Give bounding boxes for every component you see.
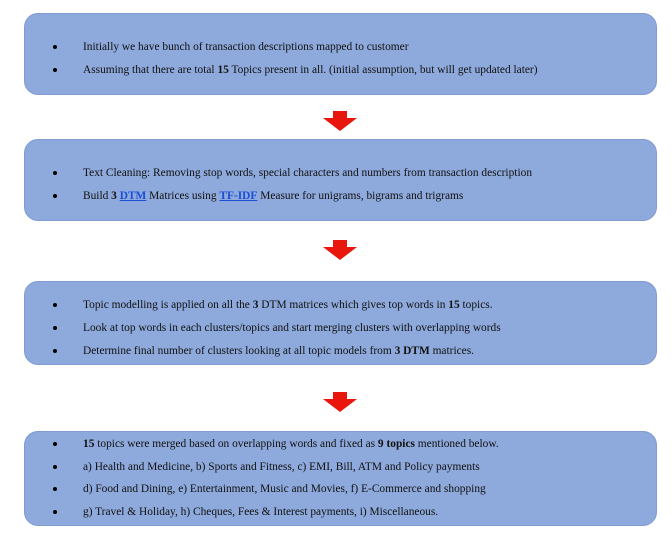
step-box-2	[24, 139, 657, 221]
bullet-text	[83, 503, 438, 521]
term-link[interactable]: TF-IDF	[219, 190, 258, 202]
text-run: matrices.	[429, 345, 474, 357]
text-run: Topic modelling is applied on all the	[83, 299, 253, 311]
bullet-text	[83, 342, 474, 360]
text-run: d) Food and Dining, e) Entertainment, Music and Movies, f) E-Commerce and shopping	[83, 483, 486, 495]
text-run: mentioned below.	[414, 438, 499, 450]
text-run: g) Travel & Holiday, h) Cheques, Fees & Interest payments, i) Miscellaneous.	[83, 506, 439, 518]
bullet-dot	[53, 349, 57, 353]
text-run: Text Cleaning: Removing stop words, special characters and numbers from transaction description	[83, 167, 533, 179]
bullet-dot	[53, 510, 57, 514]
term-link[interactable]: DTM	[119, 190, 147, 202]
bullet-text	[83, 480, 486, 498]
down-arrow-icon	[323, 392, 357, 412]
text-run: Matrices using	[146, 190, 220, 202]
bullet-dot	[53, 68, 57, 72]
bullet-text	[83, 38, 409, 56]
down-arrow-icon	[323, 240, 357, 260]
bullet-dot	[53, 303, 57, 307]
bullet-dot	[53, 194, 57, 198]
text-run: DTM matrices which gives top words in	[258, 299, 449, 311]
down-arrow-icon	[323, 111, 357, 131]
bullet-text	[83, 61, 538, 79]
bold-text: 9 topics	[377, 438, 415, 450]
bullet-text	[83, 187, 463, 205]
text-run: topics.	[459, 299, 493, 311]
bullet-text	[83, 435, 499, 453]
bullet-dot	[53, 171, 57, 175]
bullet-text	[83, 319, 501, 337]
text-run: Build	[83, 190, 112, 202]
text-run: topics were merged based on overlapping words and fixed as	[94, 438, 378, 450]
text-run: Determine final number of clusters looking at all topic models from	[83, 345, 395, 357]
bullet-text	[83, 458, 480, 476]
bullet-dot	[53, 442, 57, 446]
bold-text: 15	[448, 299, 460, 311]
step-box-4	[24, 431, 657, 526]
text-run: a) Health and Medicine, b) Sports and Fitness, c) EMI, Bill, ATM and Policy payments	[83, 461, 480, 473]
text-run: Assuming that there are total	[83, 64, 218, 76]
text-run: Initially we have bunch of transaction descriptions mapped to customer	[83, 41, 409, 53]
text-run: Look at top words in each clusters/topics and start merging clusters with overlapping words	[83, 322, 501, 334]
text-run: Topics present in all. (initial assumption, but will get updated later)	[228, 64, 538, 76]
text-run: Measure for unigrams, bigrams and trigrams	[257, 190, 464, 202]
bullet-text	[83, 296, 493, 314]
bold-text: 3	[252, 299, 259, 311]
step-box-3	[24, 281, 657, 365]
bullet-dot	[53, 45, 57, 49]
bold-text: 15	[217, 64, 229, 76]
bullet-dot	[53, 487, 57, 491]
bullet-dot	[53, 465, 57, 469]
bold-text: 3 DTM	[394, 345, 430, 357]
bullet-text	[83, 164, 532, 182]
bold-text: 3	[111, 190, 117, 202]
step-box-1	[24, 13, 657, 95]
bullet-dot	[53, 326, 57, 330]
bold-text: 15	[83, 438, 95, 450]
